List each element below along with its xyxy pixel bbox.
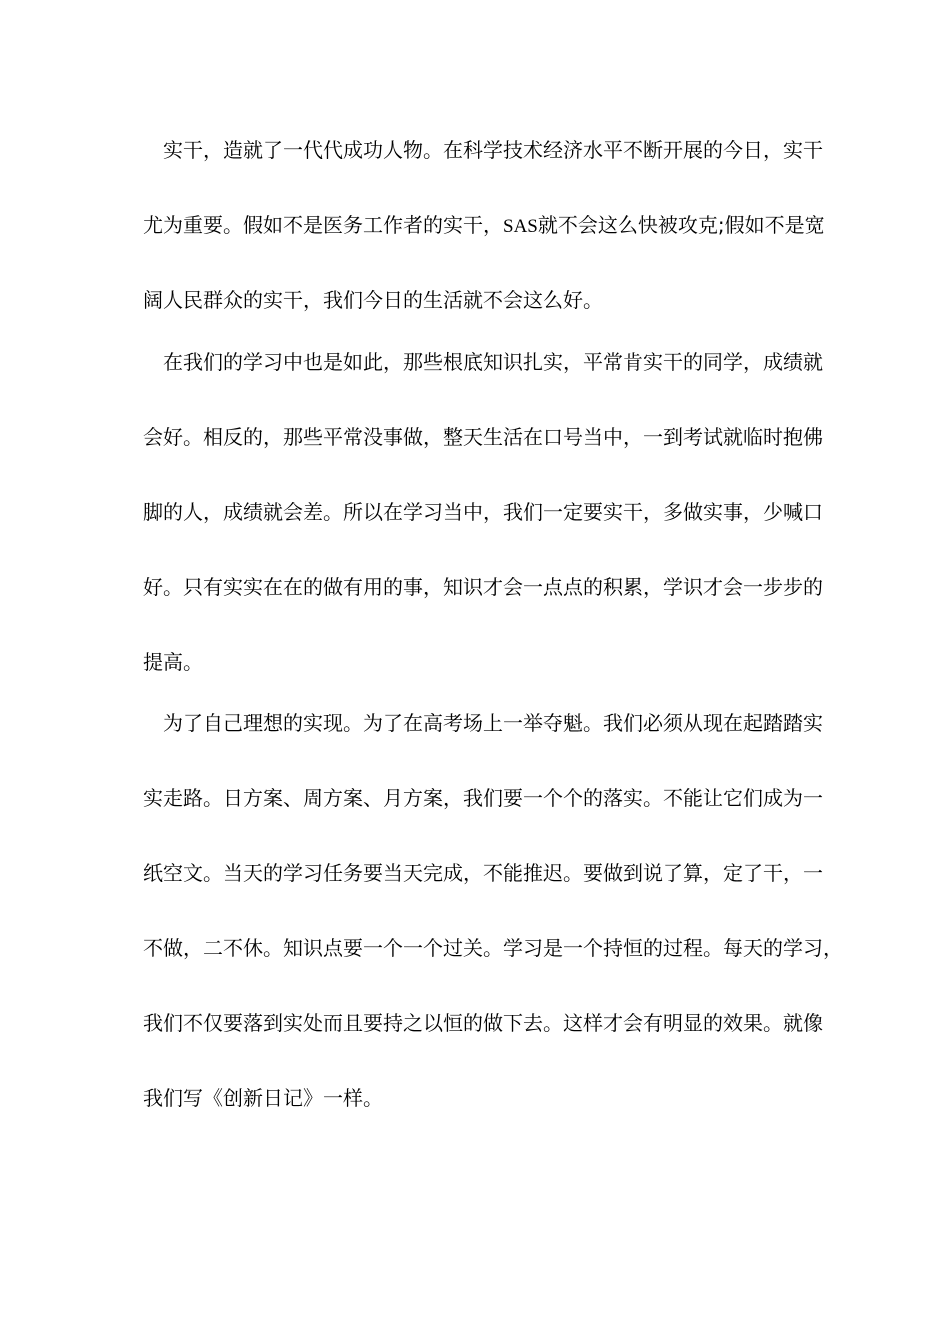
text-line: 提高。 bbox=[143, 650, 203, 674]
text-line: 在我们的学习中也是如此，那些根底知识扎实，平常肯实干的同学，成绩就 bbox=[163, 350, 823, 374]
text-line: 好。只有实实在在的做有用的事，知识才会一点点的积累，学识才会一步步的 bbox=[143, 575, 823, 599]
text-line: 不做，二不休。知识点要一个一个过关。学习是一个持恒的过程。每天的学习， bbox=[143, 936, 843, 960]
text-line: 阔人民群众的实干，我们今日的生活就不会这么好。 bbox=[143, 288, 603, 312]
text-segment: 尤为重要。假如不是医务工作者的实干， bbox=[143, 213, 503, 237]
text-line: 实干，造就了一代代成功人物。在科学技术经济水平不断开展的今日，实干 bbox=[163, 138, 823, 162]
text-line: 会好。相反的，那些平常没事做，整天生活在口号当中，一到考试就临时抱佛 bbox=[143, 425, 823, 449]
text-line: 我们写《创新日记》一样。 bbox=[143, 1086, 383, 1110]
text-line: 实走路。日方案、周方案、月方案，我们要一个个的落实。不能让它们成为一 bbox=[143, 786, 823, 810]
text-line: 我们不仅要落到实处而且要持之以恒的做下去。这样才会有明显的效果。就像 bbox=[143, 1011, 823, 1035]
text-segment: 就不会这么快被攻克;假如不是宽 bbox=[537, 213, 825, 237]
text-line: 为了自己理想的实现。为了在高考场上一举夺魁。我们必须从现在起踏踏实 bbox=[163, 711, 823, 735]
text-line: 脚的人，成绩就会差。所以在学习当中，我们一定要实干，多做实事，少喊口 bbox=[143, 500, 823, 524]
text-line: 纸空文。当天的学习任务要当天完成，不能推迟。要做到说了算，定了干，一 bbox=[143, 861, 823, 885]
text-line bbox=[143, 212, 823, 240]
abbreviation-sas: SAS bbox=[503, 216, 538, 237]
